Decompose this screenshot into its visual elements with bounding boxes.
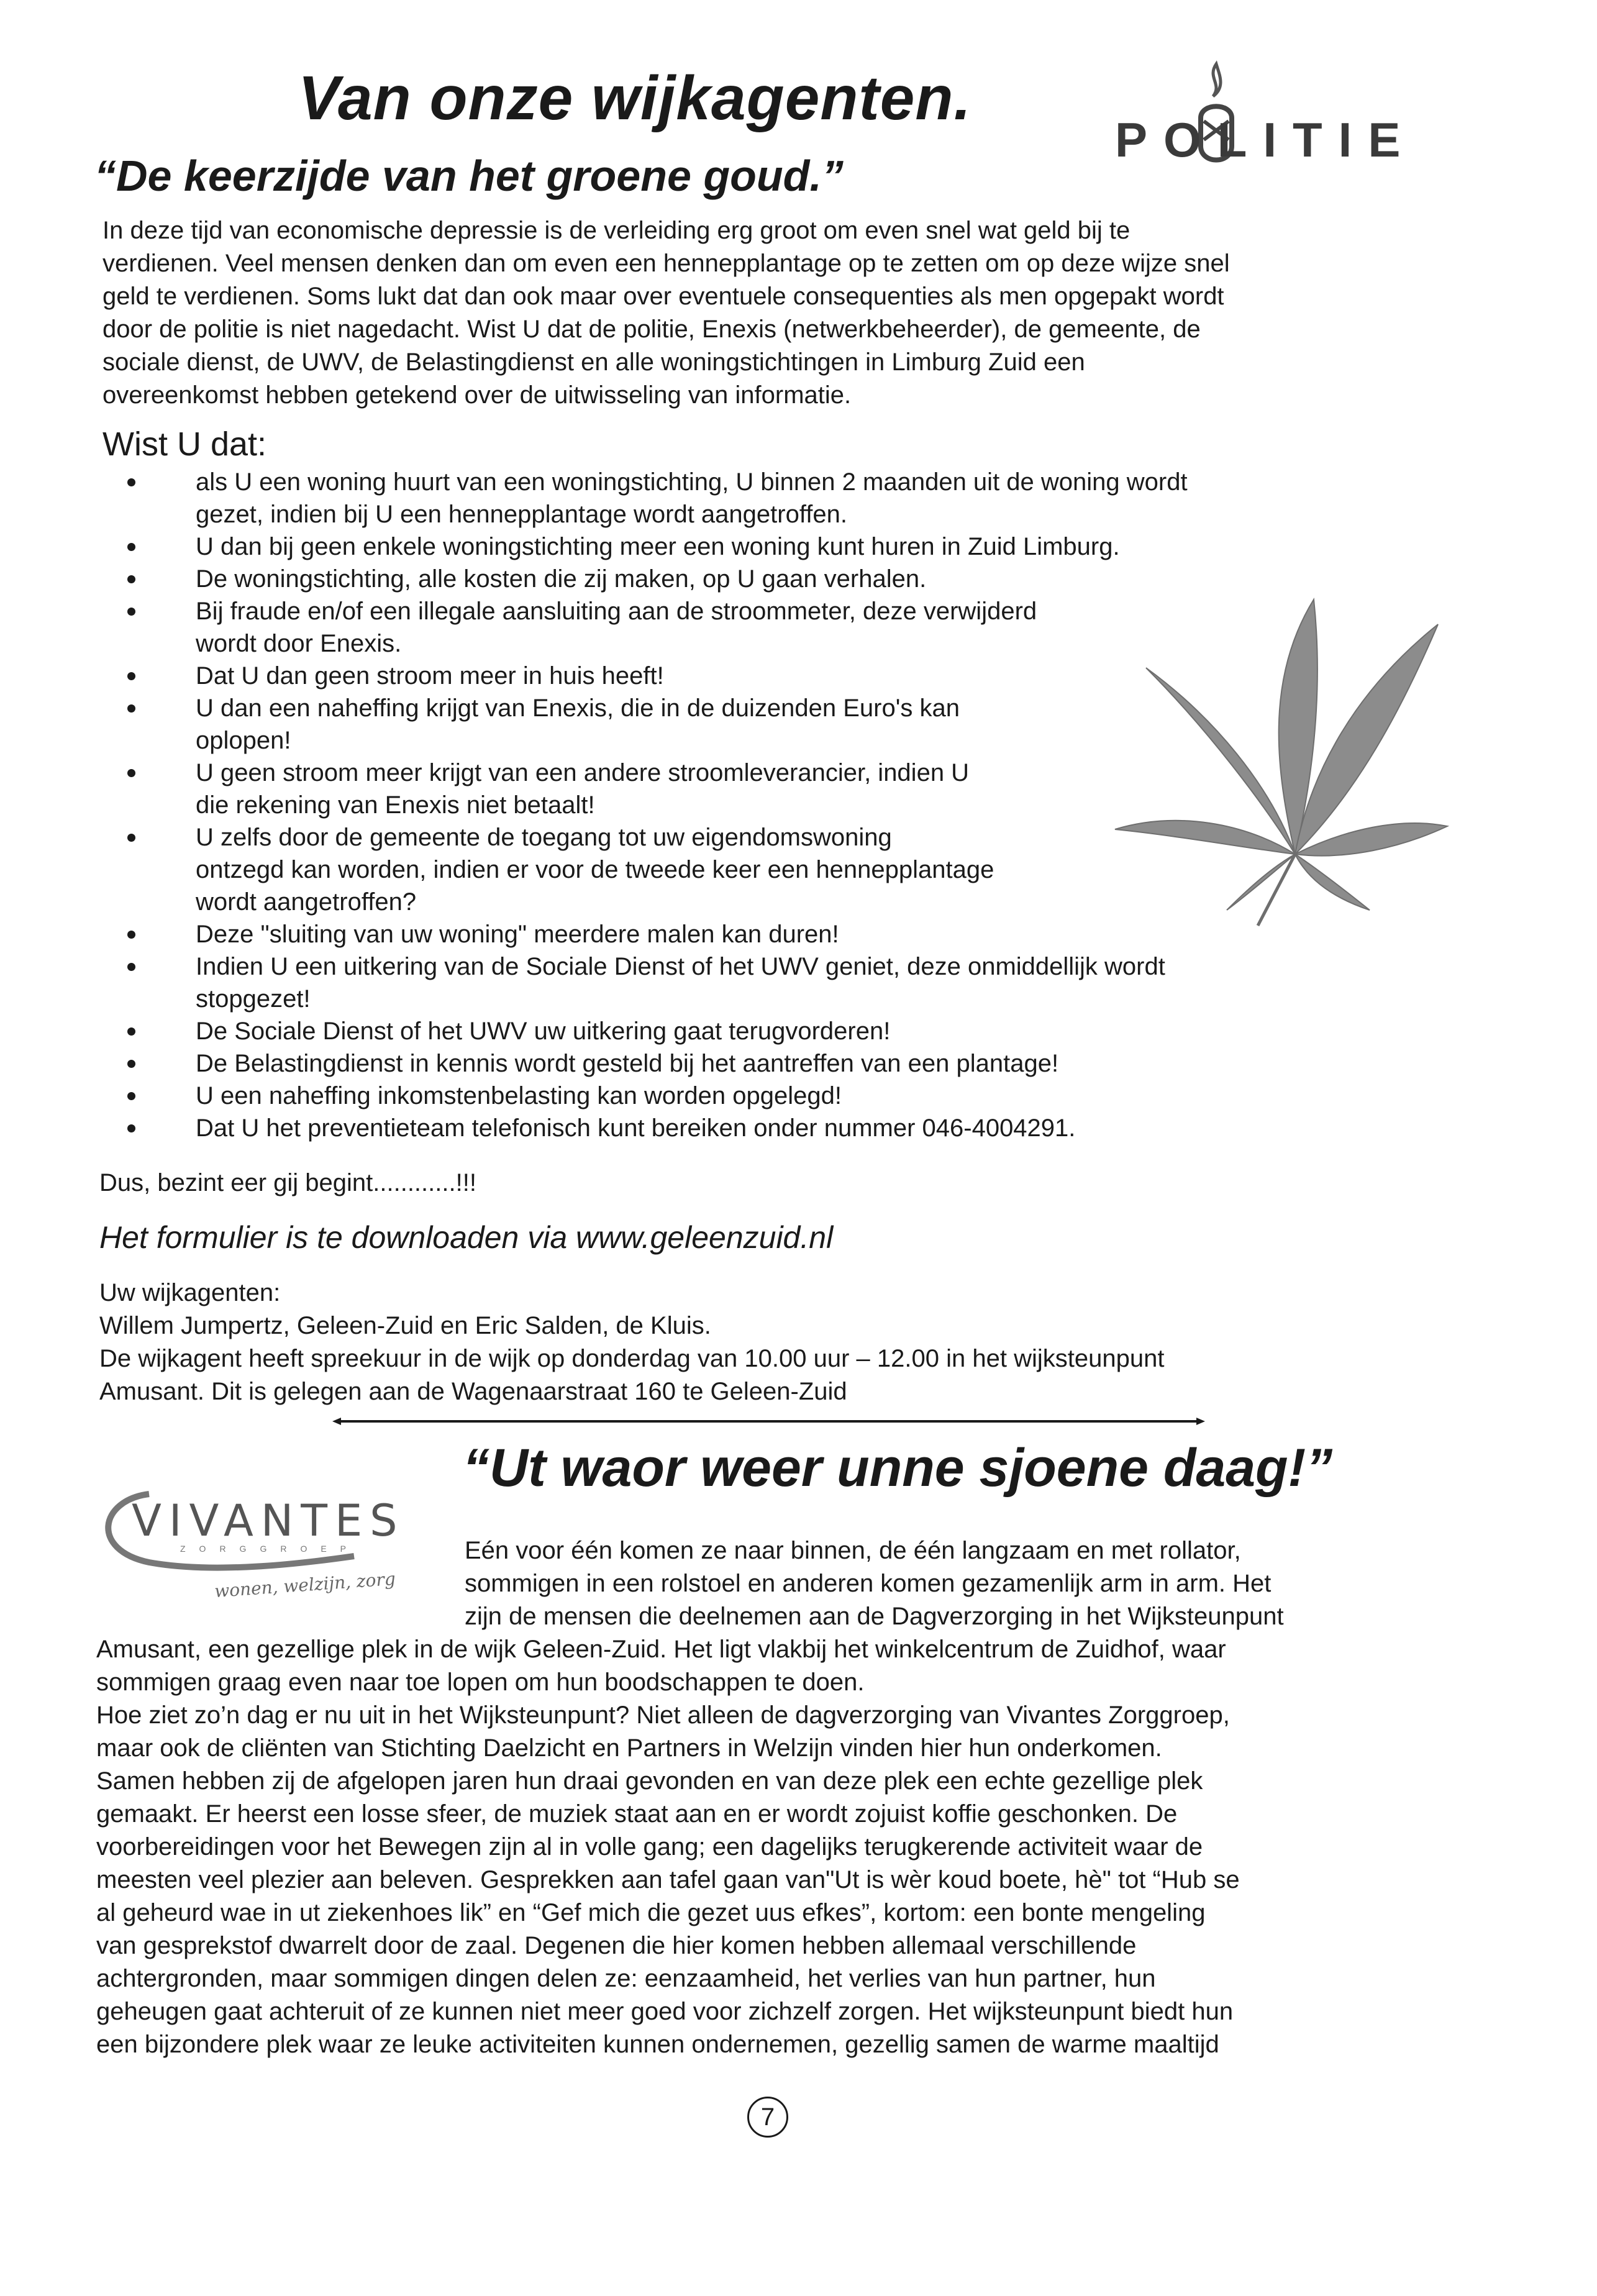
vivantes-logo-subtitle: ZORGGROEP <box>180 1544 360 1554</box>
list-item <box>99 563 1188 595</box>
text-line: Amusant. Dit is gelegen aan de Wagenaarstraat 160 te Geleen-Zuid <box>99 1378 847 1405</box>
politie-logo <box>1115 47 1438 177</box>
text-line: Hoe ziet zo’n dag er nu uit in het Wijksteunpunt? Niet alleen de dagverzorging van Vivantes Zorggroep, <box>96 1702 1230 1729</box>
text-line: meesten veel plezier aan beleven. Gesprekken aan tafel gaan van"Ut is wèr koud boete, hè" tot “Hub se <box>96 1866 1240 1893</box>
list-item <box>99 950 1188 1015</box>
bullet-icon <box>127 963 135 971</box>
text-line: De wijkagent heeft spreekuur in de wijk op donderdag van 10.00 uur – 12.00 in het wijksteunpunt <box>99 1345 1165 1372</box>
intro-paragraph <box>102 214 1230 412</box>
text-line: Willem Jumpertz, Geleen-Zuid en Eric Salden, de Kluis. <box>99 1312 711 1339</box>
list-item-text: U zelfs door de gemeente de toegang tot uw eigendomswoning <box>196 824 892 851</box>
text-line: sommigen in een rolstoel en anderen komen gezamenlijk arm in arm. Het <box>465 1570 1272 1597</box>
closing-line: Dus, bezint eer gij begint............!!! <box>99 1169 476 1196</box>
list-item-text: Deze "sluiting van uw woning" meerdere malen kan duren! <box>196 921 839 948</box>
list-item-text: wordt door Enexis. <box>196 630 402 657</box>
article2-intro <box>465 1534 1284 1633</box>
article2-body <box>96 1633 1240 2061</box>
list-item-text: Indien U een uitkering van de Sociale Dienst of het UWV geniet, deze onmiddellijk wordt <box>196 953 1165 980</box>
text-line: Uw wijkagenten: <box>99 1279 281 1306</box>
page-number: 7 <box>747 2097 788 2138</box>
bullet-icon <box>127 1124 135 1132</box>
bullet-icon <box>127 543 135 551</box>
bullet-icon <box>127 672 135 680</box>
list-item-text: Dat U dan geen stroom meer in huis heeft! <box>196 662 664 690</box>
article-title: Van onze wijkagenten. <box>298 63 972 133</box>
vivantes-tagline: wonen, welzijn, zorg <box>214 1568 396 1602</box>
wist-u-dat-list <box>99 466 1188 1144</box>
bullet-icon <box>127 769 135 777</box>
text-line: overeenkomst hebben getekend over de uitwisseling van informatie. <box>102 381 852 409</box>
text-line: een bijzondere plek waar ze leuke activiteiten kunnen ondernemen, gezellig samen de warme maaltijd <box>96 2031 1219 2058</box>
bullet-icon <box>127 575 135 583</box>
text-line: sociale dienst, de UWV, de Belastingdienst en alle woningstichtingen in Limburg Zuid een <box>102 348 1085 376</box>
text-line: achtergronden, maar sommigen dingen delen ze: eenzaamheid, het verlies van hun partner, hun <box>96 1965 1156 1992</box>
vivantes-logo <box>93 1482 441 1624</box>
bullet-icon <box>127 931 135 939</box>
article-subtitle: “De keerzijde van het groene goud.” <box>94 152 844 200</box>
cannabis-leaf-image <box>1109 587 1450 935</box>
vivantes-logo-text: VIVANTES <box>132 1495 405 1546</box>
text-line: zijn de mensen die deelnemen aan de Dagverzorging in het Wijksteunpunt <box>465 1603 1284 1630</box>
bullet-icon <box>127 1027 135 1036</box>
text-line: Eén voor één komen ze naar binnen, de één langzaam en met rollator, <box>465 1537 1241 1564</box>
list-item-text: wordt aangetroffen? <box>196 888 417 916</box>
text-line: geld te verdienen. Soms lukt dat dan ook maar over eventuele consequenties als men opgepakt wordt <box>102 283 1224 310</box>
text-line: al geheurd wae in ut ziekenhoes lik” en “Gef mich die gezet uus efkes”, kortom: een bonte mengeling <box>96 1899 1206 1926</box>
bullet-icon <box>127 1060 135 1068</box>
download-note: Het formulier is te downloaden via www.geleenzuid.nl <box>99 1220 834 1255</box>
text-line: Amusant, een gezellige plek in de wijk Geleen-Zuid. Het ligt vlakbij het winkelcentrum de Zuidhof, waar <box>96 1636 1226 1663</box>
list-item <box>99 1112 1188 1144</box>
bullet-icon <box>127 704 135 713</box>
bullet-icon <box>127 478 135 486</box>
wijkagenten-info <box>99 1277 1164 1408</box>
list-item <box>99 692 1188 757</box>
text-line: sommigen graag even naar toe lopen om hun boodschappen te doen. <box>96 1669 865 1696</box>
list-item <box>99 531 1188 563</box>
list-item-text: oplopen! <box>196 727 291 754</box>
list-item-text: De Belastingdienst in kennis wordt gesteld bij het aantreffen van een plantage! <box>196 1050 1059 1077</box>
text-line: door de politie is niet nagedacht. Wist U dat de politie, Enexis (netwerkbeheerder), de gemeente, de <box>102 316 1201 343</box>
list-item-text: Bij fraude en/of een illegale aansluiting aan de stroommeter, deze verwijderd <box>196 598 1037 625</box>
text-line: van gesprekstof dwarrelt door de zaal. Degenen die hier komen hebben allemaal verschillende <box>96 1932 1137 1959</box>
list-item <box>99 757 1188 821</box>
list-item <box>99 660 1188 692</box>
list-item-text: De woningstichting, alle kosten die zij maken, op U gaan verhalen. <box>196 565 927 593</box>
list-item-text: stopgezet! <box>196 985 311 1013</box>
text-line: voorbereidingen voor het Bewegen zijn al in volle gang; een dagelijks terugkerende activiteit waar de <box>96 1833 1203 1861</box>
list-item-text: U een naheffing inkomstenbelasting kan worden opgelegd! <box>196 1082 842 1109</box>
list-item-text: De Sociale Dienst of het UWV uw uitkering gaat terugvorderen! <box>196 1018 891 1045</box>
list-item-text: U dan bij geen enkele woningstichting meer een woning kunt huren in Zuid Limburg. <box>196 533 1120 560</box>
section-divider <box>332 1416 1205 1426</box>
list-item-text: ontzegd kan worden, indien er voor de tweede keer een hennepplantage <box>196 856 994 883</box>
list-item <box>99 1015 1188 1047</box>
list-item-text: gezet, indien bij U een hennepplantage wordt aangetroffen. <box>196 501 847 528</box>
list-item-text: als U een woning huurt van een woningstichting, U binnen 2 maanden uit de woning wordt <box>196 468 1188 496</box>
wist-u-dat-heading: Wist U dat: <box>102 426 267 463</box>
text-line: geheugen gaat achteruit of ze kunnen niet meer goed voor zichzelf zorgen. Het wijksteunpunt biedt hun <box>96 1998 1234 2025</box>
text-line: In deze tijd van economische depressie is de verleiding erg groot om even snel wat geld bij te <box>102 217 1131 244</box>
politie-logo-text: POLITIE <box>1115 112 1417 167</box>
list-item <box>99 1080 1188 1112</box>
bullet-icon <box>127 834 135 842</box>
list-item-text: U geen stroom meer krijgt van een andere stroomleverancier, indien U <box>196 759 970 786</box>
list-item <box>99 595 1188 660</box>
text-line: verdienen. Veel mensen denken dan om even een hennepplantage op te zetten om op deze wijze snel <box>102 250 1230 277</box>
text-line: Samen hebben zij de afgelopen jaren hun draai gevonden en van deze plek een echte gezellige plek <box>96 1767 1203 1795</box>
list-item-text: die rekening van Enexis niet betaalt! <box>196 791 595 819</box>
bullet-icon <box>127 1092 135 1100</box>
list-item <box>99 466 1188 531</box>
article2-title: “Ut waor weer unne sjoene daag!” <box>463 1438 1333 1498</box>
list-item-text: U dan een naheffing krijgt van Enexis, die in de duizenden Euro's kan <box>196 695 960 722</box>
list-item <box>99 1047 1188 1080</box>
text-line: maar ook de cliënten van Stichting Daelzicht en Partners in Welzijn vinden hier hun onderkomen. <box>96 1734 1162 1762</box>
list-item <box>99 821 1188 918</box>
text-line: gemaakt. Er heerst een losse sfeer, de muziek staat aan en er wordt zojuist koffie geschonken. De <box>96 1800 1178 1828</box>
bullet-icon <box>127 608 135 616</box>
list-item <box>99 918 1188 950</box>
list-item-text: Dat U het preventieteam telefonisch kunt bereiken onder nummer 046-4004291. <box>196 1114 1076 1142</box>
